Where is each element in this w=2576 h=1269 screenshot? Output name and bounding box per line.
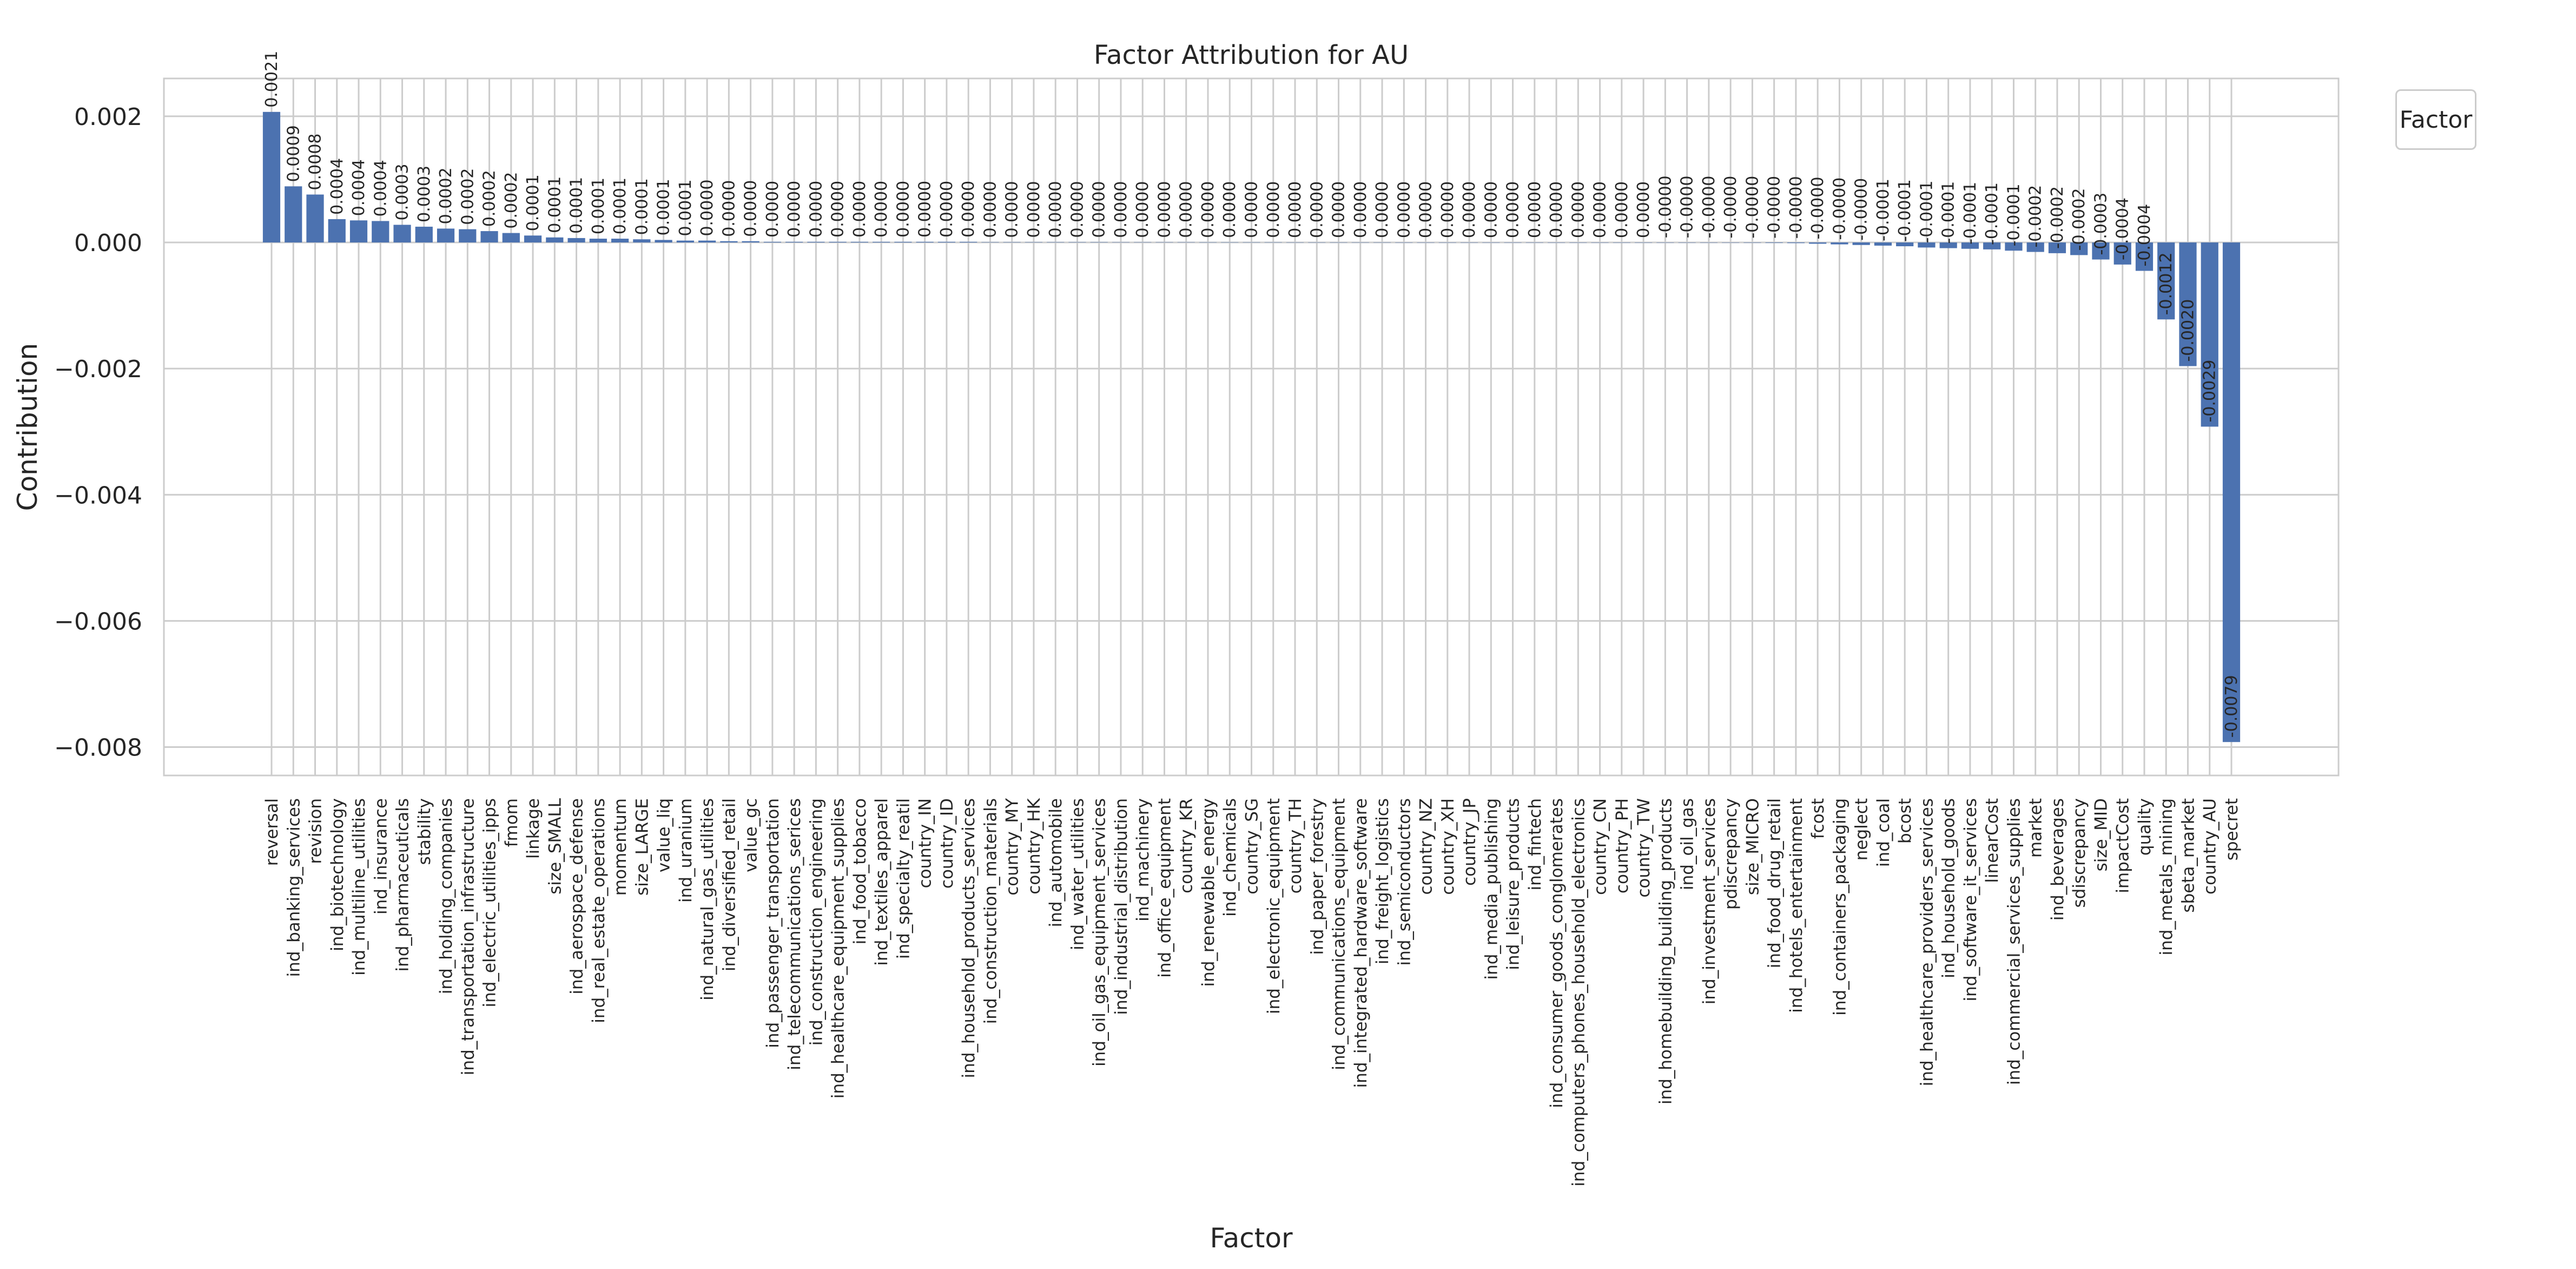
x-tick-label: ind_food_drug_retail <box>1765 798 1785 969</box>
x-tick-label: size_MICRO <box>1743 798 1763 896</box>
y-tick-labels <box>54 103 142 762</box>
x-tick-label: neglect <box>1852 798 1872 861</box>
bar <box>415 227 433 242</box>
x-tick-label: country_ID <box>937 798 957 889</box>
data-label: 0.0004 <box>327 157 347 215</box>
x-tick-label: ind_homebuilding_building_products <box>1656 798 1676 1105</box>
data-label: 0.0000 <box>850 180 869 238</box>
data-label: -0.0001 <box>1983 182 2002 245</box>
x-tick-label: ind_industrial_distribution <box>1111 798 1131 1015</box>
x-tick-label: ind_construction_materials <box>981 798 1001 1024</box>
x-tick-label: ind_uranium <box>676 798 696 903</box>
x-tick-label: ind_textiles_apparel <box>872 798 892 966</box>
y-tick-label: −0.002 <box>54 356 142 384</box>
x-tick-label: value_liq <box>654 798 674 873</box>
x-tick-label: country_KR <box>1177 798 1197 893</box>
x-tick-label: country_HK <box>1024 798 1044 895</box>
data-label: -0.0020 <box>2178 299 2198 362</box>
bar <box>328 219 346 242</box>
bar <box>590 239 607 242</box>
data-label: 0.0001 <box>545 176 565 233</box>
bar <box>459 229 476 242</box>
data-label: 0.0000 <box>937 180 956 238</box>
x-tick-label: country_NZ <box>1416 798 1436 895</box>
data-label: 0.0000 <box>1155 181 1174 238</box>
bar <box>698 241 716 242</box>
bar <box>1700 242 1718 243</box>
x-tick-label: ind_consumer_goods_conglomerates <box>1547 798 1567 1108</box>
bar <box>1613 242 1630 243</box>
bar <box>633 239 650 242</box>
x-tick-label: ind_beverages <box>2047 798 2068 921</box>
bar <box>742 241 759 242</box>
x-tick-label: size_SMALL <box>545 798 565 895</box>
bar <box>1591 242 1608 243</box>
data-label: -0.0001 <box>1895 179 1915 242</box>
data-label: 0.0000 <box>1482 181 1501 238</box>
x-tick-label: ind_construction_engineering <box>807 798 827 1046</box>
data-label: 0.0000 <box>698 179 717 236</box>
bar <box>1373 242 1391 243</box>
x-tick-label: revision <box>306 798 326 864</box>
data-label: 0.0000 <box>1590 181 1610 239</box>
x-tick-label: ind_semiconductors <box>1395 798 1415 966</box>
bar <box>1221 242 1238 243</box>
x-tick-label: bcost <box>1895 798 1916 844</box>
bar <box>1526 242 1543 243</box>
data-label: -0.0001 <box>1873 179 1893 241</box>
bar <box>524 235 541 242</box>
data-label: -0.0012 <box>2157 252 2176 315</box>
x-tick-label: ind_transportation_infrastructure <box>458 798 478 1076</box>
y-axis-label: Contribution <box>12 343 43 511</box>
y-tick-label: −0.006 <box>54 608 142 636</box>
data-label: 0.0021 <box>262 50 281 108</box>
x-tick-label: ind_multiline_utilities <box>349 798 369 976</box>
bar <box>437 228 454 242</box>
bar <box>393 225 411 242</box>
data-label: 0.0004 <box>349 159 369 216</box>
data-label: -0.0003 <box>2091 192 2111 255</box>
x-tick-label: ind_integrated_hardware_software <box>1351 798 1371 1088</box>
x-tick-label: ind_media_publishing <box>1482 798 1502 980</box>
x-tick-label: ind_oil_gas <box>1677 798 1697 890</box>
x-tick-label: country_PH <box>1612 798 1632 894</box>
x-tick-label: country_TW <box>1634 798 1654 898</box>
data-label: -0.0000 <box>1765 176 1784 239</box>
data-label: -0.0000 <box>1677 175 1697 239</box>
x-tick-labels <box>262 798 2242 1186</box>
bar <box>567 238 585 242</box>
x-tick-label: sbeta_market <box>2178 798 2198 913</box>
x-tick-label: ind_aerospace_defense <box>567 798 587 995</box>
x-tick-label: reversal <box>262 798 282 866</box>
data-label: -0.0000 <box>1699 175 1719 239</box>
data-label: 0.0000 <box>1351 181 1370 238</box>
data-label: 0.0001 <box>632 178 652 235</box>
bar <box>1330 242 1347 243</box>
data-label: 0.0000 <box>1307 181 1327 238</box>
data-label: 0.0000 <box>872 180 891 238</box>
x-tick-label: fcost <box>1808 798 1828 839</box>
data-label: 0.0008 <box>306 133 325 190</box>
x-tick-label: ind_food_tobacco <box>850 798 870 945</box>
legend <box>2395 89 2476 150</box>
data-label: 0.0000 <box>1089 181 1109 238</box>
data-label: -0.0001 <box>1917 180 1937 244</box>
bar <box>1155 242 1173 243</box>
data-label: -0.0029 <box>2200 359 2220 423</box>
data-label: -0.0079 <box>2222 675 2241 738</box>
data-label: 0.0000 <box>981 181 1000 238</box>
bar <box>1308 242 1325 243</box>
bar <box>480 231 498 242</box>
data-label: -0.0000 <box>1830 177 1850 240</box>
data-label: 0.0000 <box>1547 181 1567 239</box>
data-label: 0.0000 <box>915 180 935 238</box>
y-tick-label: 0.000 <box>74 229 142 258</box>
y-tick-label: −0.008 <box>54 734 142 762</box>
data-label: 0.0000 <box>1416 181 1436 238</box>
x-tick-label: ind_insurance <box>371 798 391 915</box>
data-label: 0.0004 <box>371 160 391 217</box>
x-tick-label: ind_healthcare_equipment_supplies <box>828 798 848 1099</box>
bar <box>1265 242 1282 243</box>
x-tick-label: country_CN <box>1590 798 1610 895</box>
x-tick-label: ind_containers_packaging <box>1830 798 1850 1016</box>
x-tick-label: ind_electric_utilities_ipps <box>480 798 500 1008</box>
x-tick-label: sdiscrepancy <box>2070 798 2090 908</box>
data-label: 0.0001 <box>611 177 630 235</box>
bar <box>1461 242 1478 243</box>
x-tick-label: fmom <box>501 798 521 847</box>
data-label: -0.0004 <box>2113 198 2132 260</box>
data-label: -0.0000 <box>1786 176 1806 239</box>
y-tick-label: 0.002 <box>74 103 142 131</box>
x-tick-label: ind_household_goods <box>1939 798 1959 978</box>
data-label: 0.0000 <box>1177 181 1196 238</box>
data-label: 0.0000 <box>1438 181 1457 238</box>
bar <box>1656 242 1674 243</box>
x-tick-label: impactCost <box>2113 798 2133 893</box>
x-tick-label: ind_passenger_transportation <box>763 798 783 1048</box>
x-tick-label: ind_healthcare_providers_services <box>1917 798 1937 1087</box>
x-tick-label: specret <box>2222 798 2242 861</box>
bar <box>1417 242 1434 243</box>
data-label: 0.0003 <box>393 163 412 221</box>
y-tick-label: −0.004 <box>54 482 142 510</box>
data-label: 0.0001 <box>589 177 608 235</box>
data-label: 0.0000 <box>1460 181 1479 238</box>
bar <box>1482 242 1500 243</box>
bar <box>1853 242 1870 245</box>
bar <box>1809 242 1826 244</box>
x-tick-label: ind_water_utilities <box>1068 798 1088 950</box>
x-tick-label: ind_computers_phones_household_electronics <box>1569 798 1589 1187</box>
bar <box>1874 242 1892 246</box>
x-tick-label: size_LARGE <box>632 798 652 896</box>
data-label: 0.0000 <box>1068 181 1087 238</box>
x-tick-label: ind_diversified_retail <box>719 798 739 971</box>
bar <box>1504 242 1521 243</box>
bar <box>1569 242 1587 243</box>
x-tick-label: ind_machinery <box>1133 798 1153 922</box>
x-tick-label: country_AU <box>2200 798 2220 895</box>
data-label: 0.0000 <box>1612 181 1632 239</box>
data-label: 0.0000 <box>1264 181 1283 238</box>
data-label: 0.0000 <box>894 180 913 238</box>
data-label: 0.0000 <box>1286 181 1305 238</box>
bar <box>1743 242 1761 243</box>
data-label: -0.0002 <box>2070 188 2089 251</box>
data-label: 0.0000 <box>1133 181 1153 238</box>
data-label: 0.0000 <box>1242 181 1261 238</box>
bar <box>1896 242 1913 246</box>
x-axis-label: Factor <box>1210 1222 1293 1254</box>
data-label: 0.0000 <box>785 180 804 238</box>
x-tick-label: ind_metals_mining <box>2157 798 2177 956</box>
data-label: 0.0000 <box>1329 181 1349 238</box>
bar <box>372 221 389 242</box>
data-label: 0.0000 <box>1198 181 1218 238</box>
bar <box>1635 242 1652 243</box>
data-label: 0.0000 <box>1569 181 1588 239</box>
bar <box>306 194 323 242</box>
x-tick-label: ind_telecommunications_serices <box>785 798 805 1070</box>
bar <box>1395 242 1412 243</box>
x-tick-label: ind_household_products_services <box>959 798 979 1079</box>
x-tick-label: linearCost <box>1983 798 2003 883</box>
x-tick-label: ind_leisure_products <box>1503 798 1523 970</box>
data-label: -0.0000 <box>1743 175 1762 239</box>
data-label: 0.0009 <box>284 125 303 182</box>
x-tick-label: ind_paper_forestry <box>1307 798 1327 955</box>
data-label: 0.0002 <box>501 172 521 229</box>
data-label: 0.0001 <box>654 179 673 236</box>
x-tick-label: stability <box>414 798 434 865</box>
data-label: 0.0000 <box>1634 181 1654 239</box>
x-tick-label: ind_pharmaceuticals <box>393 798 413 972</box>
bar <box>2223 242 2240 742</box>
bar <box>611 239 629 242</box>
data-label: 0.0003 <box>414 165 434 222</box>
x-tick-label: ind_banking_services <box>284 798 304 977</box>
x-tick-label: ind_communications_equipment <box>1329 798 1349 1070</box>
data-label: 0.0000 <box>1525 181 1544 238</box>
chart-title: Factor Attribution for AU <box>1093 40 1409 70</box>
x-tick-label: ind_office_equipment <box>1155 798 1175 978</box>
data-label: -0.0000 <box>1808 176 1828 240</box>
data-label: 0.0000 <box>1373 181 1392 238</box>
bar <box>1243 242 1260 243</box>
data-label: 0.0002 <box>480 170 499 227</box>
x-tick-label: country_IN <box>915 798 935 889</box>
x-tick-label: ind_automobile <box>1046 798 1066 928</box>
x-tick-label: ind_oil_gas_equipment_services <box>1089 798 1109 1067</box>
data-label: 0.0000 <box>1046 181 1066 238</box>
x-tick-label: ind_commercial_services_supplies <box>2004 798 2024 1086</box>
legend-title: Factor <box>2399 106 2473 134</box>
data-label: 0.0000 <box>1111 181 1131 238</box>
data-label: -0.0002 <box>2047 186 2067 249</box>
data-label: -0.0000 <box>1721 175 1741 239</box>
data-label: 0.0002 <box>458 168 478 225</box>
bar <box>1787 242 1805 243</box>
bar <box>1199 242 1217 243</box>
data-label: -0.0002 <box>2026 185 2045 248</box>
bar <box>1134 242 1151 243</box>
data-label: 0.0000 <box>1024 181 1043 238</box>
x-tick-label: ind_real_estate_operations <box>589 798 609 1023</box>
data-label: -0.0000 <box>1852 177 1871 241</box>
data-label: 0.0000 <box>1395 181 1414 238</box>
data-label: 0.0000 <box>1002 181 1022 238</box>
bar <box>285 186 302 242</box>
data-label: 0.0000 <box>763 180 782 238</box>
x-tick-label: ind_holding_companies <box>437 798 457 995</box>
data-label: 0.0001 <box>567 176 586 234</box>
data-label: 0.0000 <box>807 180 826 238</box>
bar <box>1352 242 1369 243</box>
bar <box>1831 242 1848 244</box>
x-tick-label: pdiscrepancy <box>1721 798 1741 910</box>
x-tick-label: ind_hotels_entertainment <box>1786 798 1806 1013</box>
x-tick-label: ind_fintech <box>1525 798 1545 891</box>
x-tick-label: country_TH <box>1286 798 1306 894</box>
x-tick-label: country_JP <box>1460 798 1480 886</box>
x-tick-label: market <box>2026 798 2046 858</box>
data-label: -0.0004 <box>2135 203 2154 267</box>
bar <box>546 238 563 242</box>
data-label: 0.0000 <box>959 180 979 238</box>
x-tick-label: value_gc <box>741 798 761 872</box>
x-tick-label: country_MY <box>1002 798 1022 896</box>
data-label: 0.0000 <box>741 180 761 237</box>
bar <box>720 241 737 242</box>
x-tick-label: ind_specialty_reatil <box>894 798 914 959</box>
data-label: 0.0000 <box>1220 181 1240 238</box>
bar <box>1286 242 1304 243</box>
x-tick-label: country_SG <box>1242 798 1262 895</box>
x-tick-label: quality <box>2135 798 2155 856</box>
data-label: 0.0001 <box>524 174 543 232</box>
data-label: -0.0001 <box>1960 181 1980 245</box>
x-tick-label: ind_renewable_energy <box>1198 798 1218 987</box>
bar <box>1439 242 1456 243</box>
x-tick-label: ind_freight_logistics <box>1373 798 1393 965</box>
bar <box>350 220 367 242</box>
data-label: -0.0000 <box>1656 175 1675 239</box>
data-label: 0.0000 <box>719 180 739 237</box>
x-tick-label: ind_chemicals <box>1220 798 1240 917</box>
data-label: 0.0002 <box>437 167 456 225</box>
x-tick-label: linkage <box>524 798 544 859</box>
bar <box>1766 242 1783 243</box>
x-tick-label: ind_natural_gas_utilities <box>698 798 718 1001</box>
bar <box>1722 242 1739 243</box>
x-tick-label: ind_software_it_services <box>1960 798 1980 1002</box>
x-tick-label: ind_electronic_equipment <box>1264 798 1284 1014</box>
bar <box>1178 242 1195 243</box>
x-tick-label: ind_coal <box>1873 798 1893 867</box>
bar <box>655 240 672 242</box>
x-tick-label: size_MID <box>2091 798 2111 872</box>
bar <box>1548 242 1565 243</box>
bar <box>677 241 694 242</box>
bar <box>1679 242 1696 243</box>
bar <box>1112 242 1130 243</box>
x-tick-label: ind_investment_services <box>1699 798 1719 1005</box>
data-label: -0.0001 <box>1939 181 1958 244</box>
bar <box>263 112 280 242</box>
data-label: 0.0001 <box>676 179 695 236</box>
bar <box>503 233 520 242</box>
x-tick-label: ind_biotechnology <box>327 798 347 951</box>
data-label: -0.0001 <box>2004 183 2024 247</box>
x-tick-label: country_XH <box>1438 798 1458 895</box>
x-tick-label: momentum <box>611 798 631 896</box>
data-label: 0.0000 <box>828 180 848 238</box>
data-label: 0.0000 <box>1503 181 1523 238</box>
